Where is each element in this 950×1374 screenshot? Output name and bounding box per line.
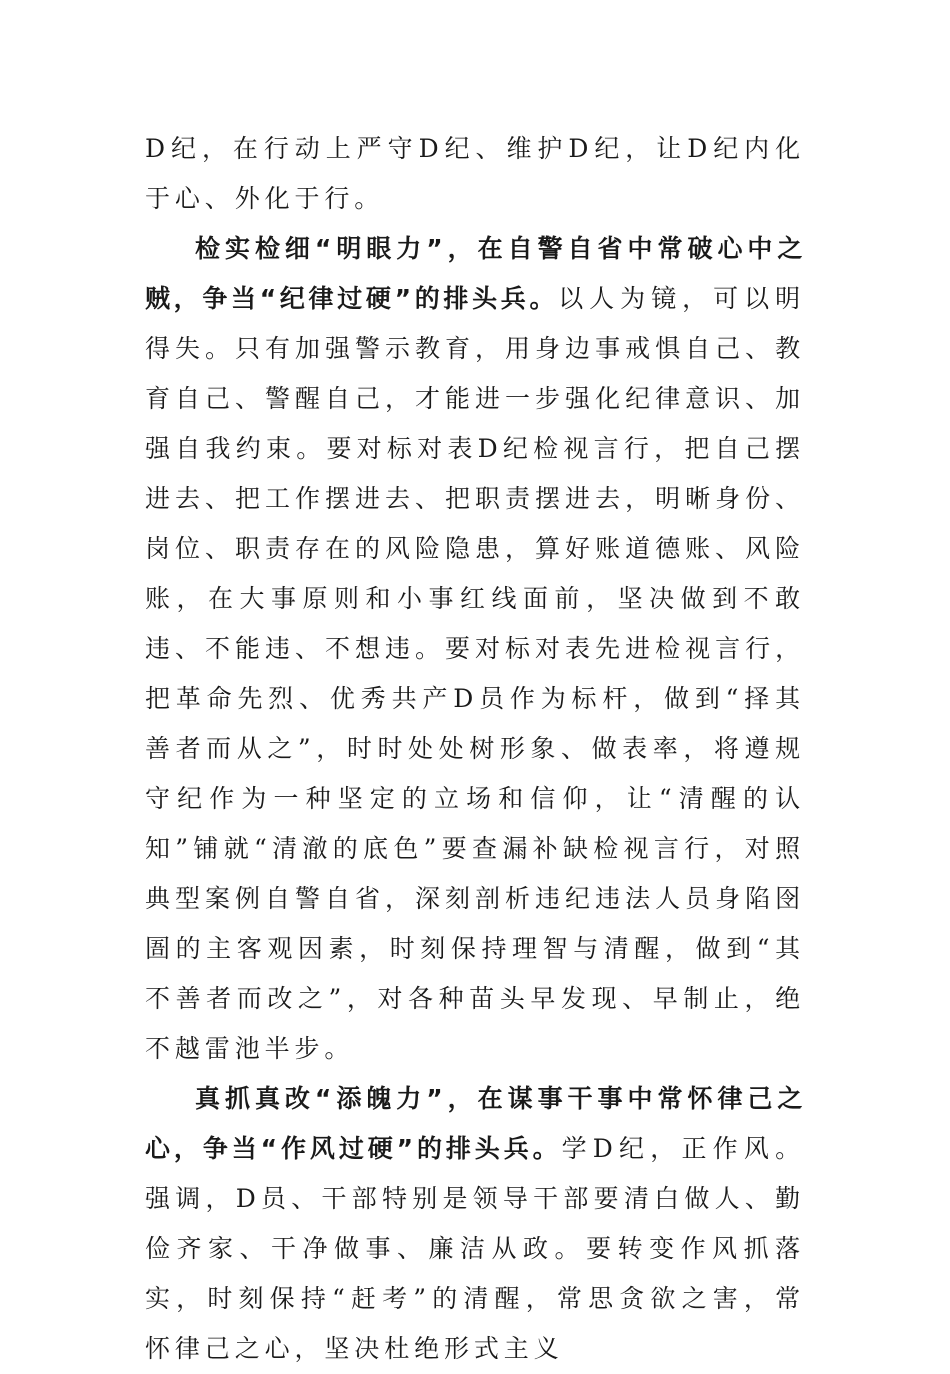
paragraph-section-style — [145, 1074, 805, 1374]
section-heading: 检实检细“明眼力”，在自警自省中常破心中之贼，争当“纪律过硬”的排头兵。 — [145, 234, 805, 313]
paragraph-section-discipline — [145, 224, 805, 1074]
paragraph-body: 以人为镜，可以明得失。只有加强警示教育，用身边事戒惧自己、教育自己、警醒自己，才能进一步强化纪律意识、加强自我约束。要对标对表D纪检视言行，把自己摆进去、把工作摆进去、把职责摆进去，明晰身份、岗位、职责存在的风险隐患，算好账道德账、风险账，在大事原则和小事红线面前，坚决做到不敢违、不能违、不想违。要对标对表先进检视言行，把革命先烈、优秀共产D员作为标杆，做到“择其善者而从之”，时时处处树形象、做表率，将遵规守纪作为一种坚定的立场和信仰，让“清醒的认知”铺就“清澈的底色”要查漏补缺检视言行，对照典型案例自警自省，深刻剖析违纪违法人员身陷囹圄的主客观因素，时刻保持理智与清醒，做到“其不善者而改之”，对各种苗头早发现、早制止，绝不越雷池半步。 — [145, 284, 805, 1063]
paragraph-continuation — [145, 124, 805, 224]
section-heading: 真抓真改“添魄力”，在谋事干事中常怀律己之心，争当“作风过硬”的排头兵。 — [145, 1084, 805, 1163]
paragraph-body: D纪，在行动上严守D纪、维护D纪，让D纪内化于心、外化于行。 — [145, 134, 805, 213]
document-page — [145, 124, 805, 1374]
paragraph-body: 学D纪，正作风。强调，D员、干部特别是领导干部要清白做人、勤俭齐家、干净做事、廉洁从政。要转变作风抓落实，时刻保持“赶考”的清醒，常思贪欲之害，常怀律己之心，坚决杜绝形式主义 — [145, 1134, 805, 1363]
